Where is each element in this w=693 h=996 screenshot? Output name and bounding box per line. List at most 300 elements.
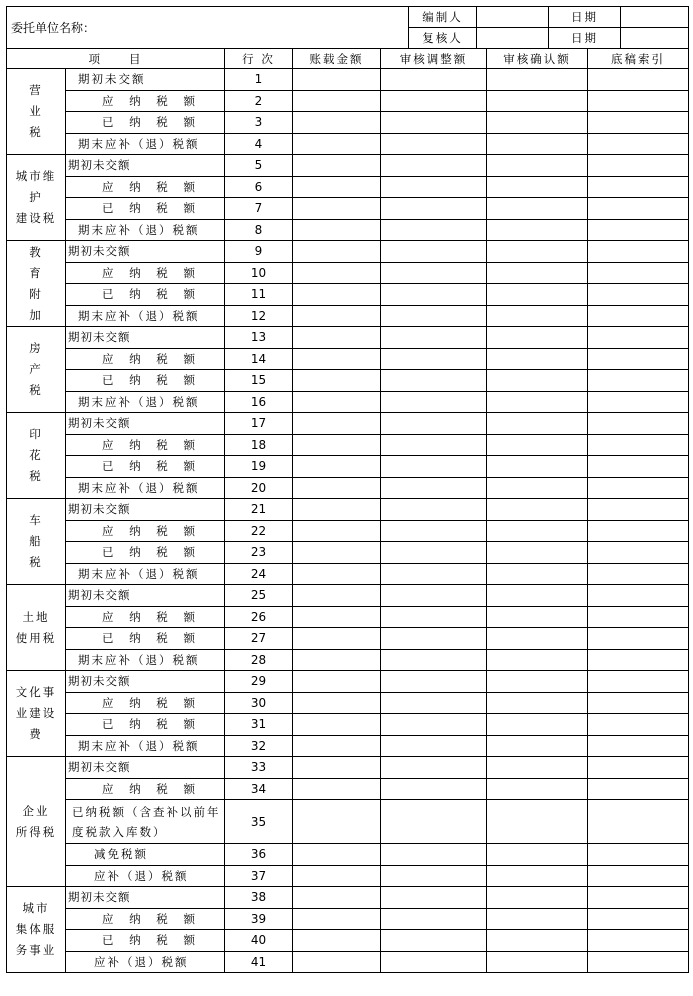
book-amount-cell[interactable] <box>293 887 381 909</box>
audit-confirm-cell[interactable] <box>487 241 588 263</box>
book-amount-cell[interactable] <box>293 800 381 844</box>
audit-adjust-cell[interactable] <box>381 908 487 930</box>
book-amount-cell[interactable] <box>293 69 381 91</box>
audit-confirm-cell[interactable] <box>487 155 588 177</box>
audit-adjust-cell[interactable] <box>381 198 487 220</box>
workpaper-index-cell[interactable] <box>588 735 689 757</box>
row-item-label: 期初未交额 <box>66 887 225 909</box>
tax-category <box>7 671 66 757</box>
row-number: 39 <box>225 908 293 930</box>
row-number: 35 <box>225 800 293 844</box>
audit-adjust-cell[interactable] <box>381 413 487 435</box>
column-header-book-amount: 账载金额 <box>293 49 381 69</box>
audit-adjust-cell[interactable] <box>381 951 487 973</box>
audit-adjust-cell[interactable] <box>381 930 487 952</box>
workpaper-index-cell[interactable] <box>588 585 689 607</box>
workpaper-index-cell[interactable] <box>588 176 689 198</box>
workpaper-index-cell[interactable] <box>588 930 689 952</box>
tax-category-name: 城市维 <box>15 169 57 183</box>
audit-confirm-cell[interactable] <box>487 714 588 736</box>
row-number: 9 <box>225 241 293 263</box>
row-number: 31 <box>225 714 293 736</box>
workpaper-index-cell[interactable] <box>588 778 689 800</box>
book-amount-cell[interactable] <box>293 844 381 866</box>
book-amount-cell[interactable] <box>293 176 381 198</box>
audit-confirm-cell[interactable] <box>487 90 588 112</box>
row-item-label: 期末应补（退）税额 <box>66 391 225 413</box>
table-row <box>7 951 689 973</box>
audit-confirm-cell[interactable] <box>487 606 588 628</box>
workpaper-index-cell[interactable] <box>588 391 689 413</box>
audit-adjust-cell[interactable] <box>381 327 487 349</box>
table-row <box>7 542 689 564</box>
row-item-label: 应 纳 税 额 <box>66 908 225 930</box>
row-item-label: 期末应补（退）税额 <box>66 133 225 155</box>
tax-category-name: 加 <box>29 307 43 322</box>
table-row <box>7 284 689 306</box>
tax-category-name: 建设税 <box>15 211 57 225</box>
row-number: 20 <box>225 477 293 499</box>
row-number: 16 <box>225 391 293 413</box>
book-amount-cell[interactable] <box>293 778 381 800</box>
book-amount-cell[interactable] <box>293 305 381 327</box>
audit-adjust-cell[interactable] <box>381 520 487 542</box>
audit-confirm-cell[interactable] <box>487 542 588 564</box>
row-number: 11 <box>225 284 293 306</box>
audit-adjust-cell[interactable] <box>381 348 487 370</box>
audit-confirm-cell[interactable] <box>487 112 588 134</box>
row-number: 3 <box>225 112 293 134</box>
tax-category <box>7 241 66 327</box>
table-row <box>7 520 689 542</box>
row-item-label: 已纳税额（含查补以前年度税款入库数） <box>66 800 225 844</box>
workpaper-index-cell[interactable] <box>588 456 689 478</box>
table-row <box>7 90 689 112</box>
book-amount-cell[interactable] <box>293 692 381 714</box>
row-number: 6 <box>225 176 293 198</box>
audit-confirm-cell[interactable] <box>487 628 588 650</box>
audit-confirm-cell[interactable] <box>487 69 588 91</box>
table-row <box>7 413 689 435</box>
book-amount-cell[interactable] <box>293 284 381 306</box>
audit-confirm-cell[interactable] <box>487 434 588 456</box>
audit-adjust-cell[interactable] <box>381 649 487 671</box>
table-row <box>7 348 689 370</box>
row-number: 41 <box>225 951 293 973</box>
workpaper-index-cell[interactable] <box>588 90 689 112</box>
row-item-label: 应 纳 税 额 <box>66 348 225 370</box>
date-label: 日期 <box>549 7 621 28</box>
audit-confirm-cell[interactable] <box>487 477 588 499</box>
tax-category <box>7 413 66 499</box>
workpaper-index-cell[interactable] <box>588 262 689 284</box>
workpaper-index-cell[interactable] <box>588 327 689 349</box>
row-item-label: 应 纳 税 额 <box>66 262 225 284</box>
row-item-label: 期初未交额 <box>66 413 225 435</box>
tax-category-name: 业建设 <box>15 706 57 720</box>
tax-category-name: 集体服 <box>15 922 57 936</box>
row-number: 18 <box>225 434 293 456</box>
date-label: 日期 <box>549 28 621 49</box>
row-item-label: 已 纳 税 额 <box>66 930 225 952</box>
book-amount-cell[interactable] <box>293 413 381 435</box>
row-item-label: 期初未交额 <box>66 69 225 91</box>
row-item-label: 已 纳 税 额 <box>66 628 225 650</box>
workpaper-index-cell[interactable] <box>588 348 689 370</box>
audit-confirm-cell[interactable] <box>487 198 588 220</box>
workpaper-index-cell[interactable] <box>588 844 689 866</box>
row-item-label: 减免税额 <box>66 844 225 866</box>
date-field[interactable] <box>621 28 689 49</box>
audit-adjust-cell[interactable] <box>381 262 487 284</box>
audit-confirm-cell[interactable] <box>487 778 588 800</box>
audit-adjust-cell[interactable] <box>381 69 487 91</box>
reviewer-label: 复核人 <box>409 28 477 49</box>
row-number: 30 <box>225 692 293 714</box>
book-amount-cell[interactable] <box>293 606 381 628</box>
book-amount-cell[interactable] <box>293 348 381 370</box>
table-row <box>7 649 689 671</box>
tax-category-name: 产 <box>29 362 43 376</box>
book-amount-cell[interactable] <box>293 219 381 241</box>
row-item-label: 期末应补（退）税额 <box>66 563 225 585</box>
tax-category-name: 育 <box>29 265 43 280</box>
audit-confirm-cell[interactable] <box>487 176 588 198</box>
book-amount-cell[interactable] <box>293 391 381 413</box>
tax-category-name: 税 <box>29 383 43 397</box>
row-item-label: 已 纳 税 额 <box>66 714 225 736</box>
audit-adjust-cell[interactable] <box>381 671 487 693</box>
table-row <box>7 778 689 800</box>
audit-adjust-cell[interactable] <box>381 606 487 628</box>
table-row <box>7 133 689 155</box>
audit-adjust-cell[interactable] <box>381 133 487 155</box>
table-row <box>7 714 689 736</box>
tax-category-name: 花 <box>29 448 43 462</box>
audit-confirm-cell[interactable] <box>487 887 588 909</box>
audit-confirm-cell[interactable] <box>487 757 588 779</box>
audit-confirm-cell[interactable] <box>487 930 588 952</box>
tax-category-name: 文化事 <box>15 685 57 699</box>
tax-category-name: 护 <box>29 190 43 204</box>
row-number: 14 <box>225 348 293 370</box>
column-header-audit-adjust: 审核调整额 <box>381 49 487 69</box>
row-item-label: 已 纳 税 额 <box>66 112 225 134</box>
audit-adjust-cell[interactable] <box>381 477 487 499</box>
book-amount-cell[interactable] <box>293 671 381 693</box>
table-row <box>7 800 689 844</box>
tax-category <box>7 499 66 585</box>
audit-adjust-cell[interactable] <box>381 370 487 392</box>
audit-confirm-cell[interactable] <box>487 692 588 714</box>
table-row <box>7 844 689 866</box>
book-amount-cell[interactable] <box>293 370 381 392</box>
row-number: 15 <box>225 370 293 392</box>
table-row <box>7 692 689 714</box>
book-amount-cell[interactable] <box>293 133 381 155</box>
audit-confirm-cell[interactable] <box>487 327 588 349</box>
row-number: 4 <box>225 133 293 155</box>
book-amount-cell[interactable] <box>293 649 381 671</box>
tax-category-name: 城市 <box>22 901 50 915</box>
table-row <box>7 757 689 779</box>
tax-category-name: 车 <box>29 513 43 527</box>
audit-confirm-cell[interactable] <box>487 284 588 306</box>
audit-adjust-cell[interactable] <box>381 865 487 887</box>
audit-adjust-cell[interactable] <box>381 499 487 521</box>
book-amount-cell[interactable] <box>293 456 381 478</box>
tax-category <box>7 69 66 155</box>
workpaper-index-cell[interactable] <box>588 370 689 392</box>
preparer-field[interactable] <box>477 7 549 28</box>
audit-adjust-cell[interactable] <box>381 456 487 478</box>
column-header-audit-confirm: 审核确认额 <box>487 49 588 69</box>
audit-confirm-cell[interactable] <box>487 800 588 844</box>
row-number: 2 <box>225 90 293 112</box>
book-amount-cell[interactable] <box>293 585 381 607</box>
row-number: 32 <box>225 735 293 757</box>
tax-category-name: 印 <box>29 427 43 441</box>
row-number: 40 <box>225 930 293 952</box>
tax-category <box>7 887 66 973</box>
workpaper-index-cell[interactable] <box>588 800 689 844</box>
row-number: 12 <box>225 305 293 327</box>
tax-category-name: 使用税 <box>15 630 57 645</box>
reviewer-field[interactable] <box>477 28 549 49</box>
book-amount-cell[interactable] <box>293 90 381 112</box>
book-amount-cell[interactable] <box>293 735 381 757</box>
audit-adjust-cell[interactable] <box>381 112 487 134</box>
row-item-label: 应补（退）税额 <box>66 951 225 973</box>
workpaper-index-cell[interactable] <box>588 434 689 456</box>
tax-category <box>7 155 66 241</box>
audit-adjust-cell[interactable] <box>381 155 487 177</box>
audit-confirm-cell[interactable] <box>487 585 588 607</box>
workpaper-index-cell[interactable] <box>588 649 689 671</box>
table-row <box>7 887 689 909</box>
audit-adjust-cell[interactable] <box>381 887 487 909</box>
audit-adjust-cell[interactable] <box>381 757 487 779</box>
table-row <box>7 735 689 757</box>
row-number: 33 <box>225 757 293 779</box>
audit-adjust-cell[interactable] <box>381 176 487 198</box>
table-row <box>7 434 689 456</box>
tax-category-name: 税 <box>29 125 43 139</box>
audit-confirm-cell[interactable] <box>487 348 588 370</box>
table-row <box>7 327 689 349</box>
audit-adjust-cell[interactable] <box>381 692 487 714</box>
book-amount-cell[interactable] <box>293 434 381 456</box>
audit-confirm-cell[interactable] <box>487 844 588 866</box>
column-header-item: 项 目 <box>7 49 225 69</box>
date-field[interactable] <box>621 7 689 28</box>
row-number: 25 <box>225 585 293 607</box>
row-number: 38 <box>225 887 293 909</box>
workpaper-index-cell[interactable] <box>588 219 689 241</box>
audit-adjust-cell[interactable] <box>381 90 487 112</box>
audit-adjust-cell[interactable] <box>381 542 487 564</box>
book-amount-cell[interactable] <box>293 241 381 263</box>
audit-confirm-cell[interactable] <box>487 671 588 693</box>
audit-adjust-cell[interactable] <box>381 585 487 607</box>
row-number: 13 <box>225 327 293 349</box>
workpaper-index-cell[interactable] <box>588 908 689 930</box>
row-number: 17 <box>225 413 293 435</box>
workpaper-index-cell[interactable] <box>588 69 689 91</box>
row-number: 19 <box>225 456 293 478</box>
book-amount-cell[interactable] <box>293 155 381 177</box>
audit-adjust-cell[interactable] <box>381 219 487 241</box>
table-row <box>7 865 689 887</box>
row-item-label: 应 纳 税 额 <box>66 520 225 542</box>
workpaper-index-cell[interactable] <box>588 951 689 973</box>
workpaper-index-cell[interactable] <box>588 692 689 714</box>
book-amount-cell[interactable] <box>293 112 381 134</box>
row-item-label: 应 纳 税 额 <box>66 692 225 714</box>
table-row <box>7 370 689 392</box>
audit-confirm-cell[interactable] <box>487 649 588 671</box>
audit-adjust-cell[interactable] <box>381 628 487 650</box>
row-item-label: 期初未交额 <box>66 585 225 607</box>
row-item-label: 期初未交额 <box>66 241 225 263</box>
table-row <box>7 499 689 521</box>
audit-adjust-cell[interactable] <box>381 434 487 456</box>
book-amount-cell[interactable] <box>293 262 381 284</box>
book-amount-cell[interactable] <box>293 542 381 564</box>
book-amount-cell[interactable] <box>293 477 381 499</box>
workpaper-index-cell[interactable] <box>588 520 689 542</box>
workpaper-index-cell[interactable] <box>588 563 689 585</box>
row-number: 24 <box>225 563 293 585</box>
row-item-label: 应 纳 税 额 <box>66 606 225 628</box>
audit-confirm-cell[interactable] <box>487 219 588 241</box>
table-row <box>7 262 689 284</box>
book-amount-cell[interactable] <box>293 714 381 736</box>
book-amount-cell[interactable] <box>293 757 381 779</box>
audit-adjust-cell[interactable] <box>381 778 487 800</box>
book-amount-cell[interactable] <box>293 520 381 542</box>
row-item-label: 期初未交额 <box>66 155 225 177</box>
workpaper-index-cell[interactable] <box>588 671 689 693</box>
table-row <box>7 477 689 499</box>
audit-adjust-cell[interactable] <box>381 844 487 866</box>
row-item-label: 期末应补（退）税额 <box>66 219 225 241</box>
tax-category-name: 船 <box>29 534 43 548</box>
workpaper-index-cell[interactable] <box>588 714 689 736</box>
audit-confirm-cell[interactable] <box>487 563 588 585</box>
tax-category-name: 教 <box>29 244 43 259</box>
audit-adjust-cell[interactable] <box>381 241 487 263</box>
book-amount-cell[interactable] <box>293 865 381 887</box>
row-item-label: 期初未交额 <box>66 327 225 349</box>
workpaper-index-cell[interactable] <box>588 305 689 327</box>
table-row <box>7 606 689 628</box>
audit-confirm-cell[interactable] <box>487 520 588 542</box>
audit-confirm-cell[interactable] <box>487 865 588 887</box>
row-number: 1 <box>225 69 293 91</box>
audit-confirm-cell[interactable] <box>487 262 588 284</box>
row-number: 34 <box>225 778 293 800</box>
audit-adjust-cell[interactable] <box>381 563 487 585</box>
audit-adjust-cell[interactable] <box>381 714 487 736</box>
workpaper-index-cell[interactable] <box>588 628 689 650</box>
book-amount-cell[interactable] <box>293 198 381 220</box>
book-amount-cell[interactable] <box>293 327 381 349</box>
column-header-row-no: 行 次 <box>225 49 293 69</box>
row-item-label: 已 纳 税 额 <box>66 370 225 392</box>
audit-confirm-cell[interactable] <box>487 391 588 413</box>
row-number: 23 <box>225 542 293 564</box>
row-item-label: 期末应补（退）税额 <box>66 477 225 499</box>
audit-confirm-cell[interactable] <box>487 305 588 327</box>
audit-adjust-cell[interactable] <box>381 391 487 413</box>
workpaper-index-cell[interactable] <box>588 413 689 435</box>
row-number: 10 <box>225 262 293 284</box>
audit-confirm-cell[interactable] <box>487 908 588 930</box>
table-row <box>7 456 689 478</box>
workpaper-index-cell[interactable] <box>588 499 689 521</box>
workpaper-index-cell[interactable] <box>588 542 689 564</box>
row-item-label: 期末应补（退）税额 <box>66 735 225 757</box>
book-amount-cell[interactable] <box>293 908 381 930</box>
tax-category-name: 土地 <box>22 609 50 624</box>
workpaper-index-cell[interactable] <box>588 757 689 779</box>
book-amount-cell[interactable] <box>293 563 381 585</box>
audit-confirm-cell[interactable] <box>487 370 588 392</box>
audit-adjust-cell[interactable] <box>381 305 487 327</box>
workpaper-index-cell[interactable] <box>588 241 689 263</box>
workpaper-index-cell[interactable] <box>588 477 689 499</box>
workpaper-index-cell[interactable] <box>588 284 689 306</box>
tax-category-name: 营 <box>29 83 43 97</box>
audit-confirm-cell[interactable] <box>487 413 588 435</box>
table-row <box>7 305 689 327</box>
audit-confirm-cell[interactable] <box>487 499 588 521</box>
audit-confirm-cell[interactable] <box>487 456 588 478</box>
workpaper-index-cell[interactable] <box>588 133 689 155</box>
row-item-label: 期初未交额 <box>66 499 225 521</box>
workpaper-index-cell[interactable] <box>588 155 689 177</box>
book-amount-cell[interactable] <box>293 951 381 973</box>
audit-confirm-cell[interactable] <box>487 951 588 973</box>
workpaper-index-cell[interactable] <box>588 112 689 134</box>
row-item-label: 应 纳 税 额 <box>66 176 225 198</box>
workpaper-index-cell[interactable] <box>588 887 689 909</box>
audit-adjust-cell[interactable] <box>381 800 487 844</box>
tax-category-name: 税 <box>29 555 43 569</box>
column-header-workpaper-index: 底稿索引 <box>588 49 689 69</box>
workpaper-index-cell[interactable] <box>588 865 689 887</box>
workpaper-index-cell[interactable] <box>588 606 689 628</box>
tax-category <box>7 585 66 671</box>
audit-confirm-cell[interactable] <box>487 735 588 757</box>
row-number: 26 <box>225 606 293 628</box>
tax-category-name: 所得税 <box>15 824 57 839</box>
table-row <box>7 930 689 952</box>
book-amount-cell[interactable] <box>293 930 381 952</box>
workpaper-index-cell[interactable] <box>588 198 689 220</box>
audit-adjust-cell[interactable] <box>381 735 487 757</box>
audit-confirm-cell[interactable] <box>487 133 588 155</box>
audit-adjust-cell[interactable] <box>381 284 487 306</box>
tax-category-name: 附 <box>29 286 43 301</box>
book-amount-cell[interactable] <box>293 628 381 650</box>
book-amount-cell[interactable] <box>293 499 381 521</box>
table-row <box>7 112 689 134</box>
row-number: 5 <box>225 155 293 177</box>
row-item-label: 期初未交额 <box>66 671 225 693</box>
row-item-label: 已 纳 税 额 <box>66 198 225 220</box>
